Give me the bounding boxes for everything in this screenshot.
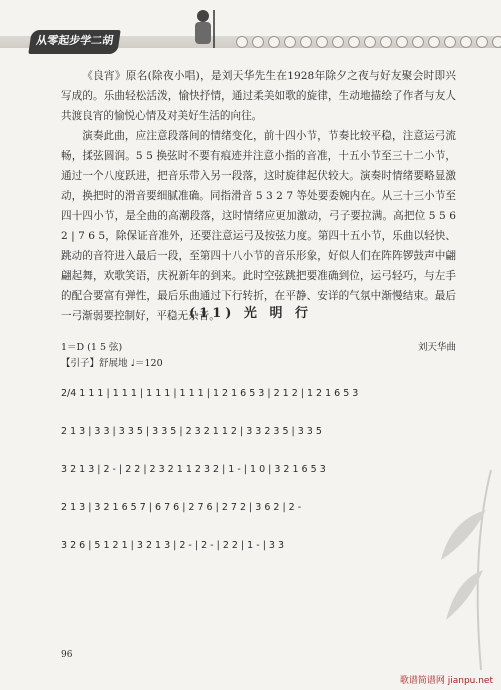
- page-number: 96: [61, 650, 73, 660]
- key-signature: 1＝D (1 5 弦): [61, 342, 123, 353]
- paragraph: 演奏此曲，应注意段落间的情绪变化，前十四小节，节奏比较平稳，注意运弓流畅，揉弦圆润。5 5 换弦时不要有痕迹并注意小指的音准，十五小节至三十二小节，通过一个八度跃进，把音乐带入另一段落，这时旋律起伏较大。演奏时情绪要略显激动，换把时的滑音要细腻准确。同指滑音 5 3 2 7 等处要委婉内在。从三十三小节至四十四小节，是全曲的高潮段落，这时情绪应更加激动，弓子要拉满。高把位 5 5 6 2 | 7 6 5，除保证音准外，还要注意运弓及按弦力度。第四十五小节，乐曲以轻快、跳动的音符进入最后一段，至第四十八小节的音乐形象，好似人们在阵阵锣鼓声中翩翩起舞，欢歌笑语，庆祝新年的到来。此时空弦跳把要准确到位，运弓轻巧，与左手的配合要富有弹性，最后乐曲通过下行转折，在平静、安详的气氛中渐慢结束。最后一弓渐弱要控制好，平稳无杂音。: [61, 130, 456, 322]
- score-row: 3 2 1 3 | 2 - | 2 2 | 2 3 2 1 1 2 3 2 | 1 - | 1 0 | 3 2 1 6 5 3: [61, 463, 326, 475]
- score-row: 2/4 1 1 1 | 1 1 1 | 1 1 1 | 1 1 1 | 1 2 1 6 5 3 | 2 1 2 | 1 2 1 6 5 3: [61, 387, 359, 399]
- piece-meta-left: [61, 340, 163, 372]
- series-logo: 从零起步学二胡: [28, 30, 120, 54]
- score-row: 2 1 3 | 3 3 | 3 3 5 | 3 3 5 | 2 3 2 1 1 2 | 3 3 2 3 5 | 3 3 5: [61, 425, 322, 437]
- body-text: [61, 66, 456, 326]
- score-row: 3 2 6 | 5 1 2 1 | 3 2 1 3 | 2 - | 2 - | 2 2 | 1 - | 3 3: [61, 539, 285, 551]
- tempo-marking: 【引子】舒展地 ♩＝120: [61, 358, 163, 369]
- bamboo-leaf-decoration: [441, 470, 501, 670]
- jianpu-score: [61, 374, 456, 564]
- header-decoration-circles: [236, 36, 501, 48]
- site-watermark: 歌谱简谱网 jianpu.net: [399, 676, 493, 686]
- page-header: [0, 0, 501, 58]
- score-row: 2 1 3 | 3 2 1 6 5 7 | 6 7 6 | 2 7 6 | 2 7 2 | 3 6 2 | 2 -: [61, 501, 302, 513]
- piece-title: (11) 光 明 行: [189, 306, 312, 321]
- composer: 刘天华曲: [417, 342, 456, 353]
- erhu-player-illustration: [184, 8, 222, 50]
- paragraph: 《良宵》原名(除夜小唱)，是刘天华先生在1928年除夕之夜与好友聚会时即兴写成的。乐曲轻松活泼，愉快抒情，通过柔美如歌的旋律，生动地描绘了作者与友人共渡良宵的愉悦心情及对美好生活的向往。: [61, 70, 456, 122]
